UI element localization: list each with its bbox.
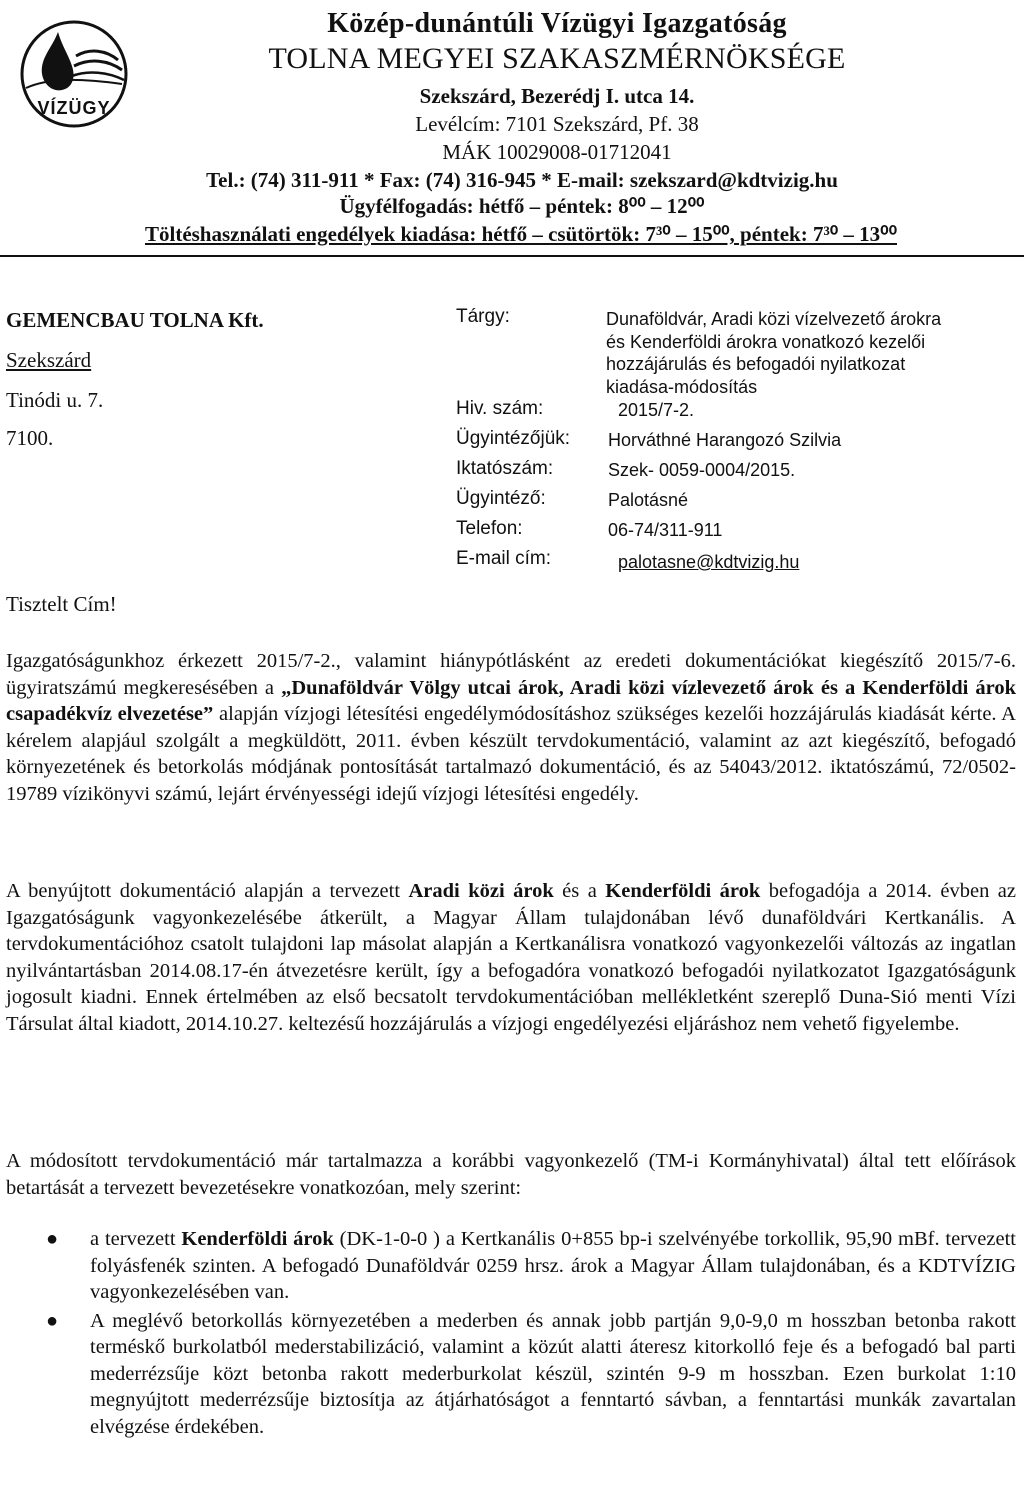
- clerk-label: Ügyintézőjük:: [456, 428, 571, 449]
- ditch-name: Aradi közi árok: [408, 880, 554, 902]
- list-item-text: a tervezett: [90, 1228, 182, 1250]
- list-item-text: A meglévő betorkollás környezetében a mederben és annak jobb partján 9,0-9,0 m hosszban betonba rakott terméskő burkolatból mederstabilizáció, valamint a közút alatti áteresz kitorkolló feje és a befogadó bal parti mederrézsűje közt betonba rakott mederburkolat készül, szintén 9-9 m hosszban. Ezen burkolat 1:10 megnyújtott mederrézsűje biztosítja az átjárhatóságot a fenntartó sávban, a fenntartási munkák zavartalan elvégzése érdekében.: [90, 1309, 1016, 1438]
- addressee-city: Szekszárd: [6, 348, 92, 372]
- email-link[interactable]: palotasne@kdtvizig.hu: [618, 552, 800, 572]
- subject-line: kiadása-módosítás: [606, 376, 758, 397]
- paragraph-text: A benyújtott dokumentáció alapján a tervezett: [6, 880, 409, 902]
- requirements-list: [6, 1226, 1016, 1442]
- ditch-name: Kenderföldi árok: [181, 1228, 334, 1250]
- paragraph-text: Igazgatóságunkhoz érkezett 2015/7-2., valamint hiánypótlásként az eredeti dokumentációkat kiegészítő 2015/7-6. ügyiratszámú megkeresésében a: [6, 650, 1016, 699]
- paragraph-receiver: [6, 878, 1016, 1037]
- filling-permit-hours: Töltéshasználati engedélyek kiadása: hétfő – csütörtök: 7³⁰ – 15⁰⁰, péntek: 7³⁰ – 13⁰⁰: [144, 222, 897, 246]
- paragraph-text: befogadója a 2014. évben az Igazgatóságunk vagyonkezelésébe átkerült, a Magyar Állam tulajdonában lévő dunaföldvári Kertkanális. A tervdokumentációhoz csatolt tulajdoni lap másolat alapján a Kertkanálisra vonatkozó vagyonkezelői változás az ingatlan nyilvántartásban 2014.08.17-én átvezetésre került, így a befogadóra vonatkozó befogadói nyilatkozatot Igazgatóságunk jogosult kiadni. Ennek értelmében az első becsatolt tervdokumentációban mellékletként szereplő Duna-Sió menti Vízi Társulat által kiadott, 2014.10.27. keltezésű hozzájárulás a vízjogi engedélyezési eljáráshoz nem vehető figyelembe.: [6, 880, 1016, 1035]
- organization-name: Közép-dunántúli Vízügyi Igazgatóság: [327, 8, 787, 39]
- mail-address: Levélcím: 7101 Szekszárd, Pf. 38: [415, 112, 699, 136]
- ref-label: Hiv. szám:: [456, 398, 544, 419]
- addressee-zip: 7100.: [6, 426, 54, 450]
- filing-number-value: Szek- 0059-0004/2015.: [608, 460, 796, 480]
- project-title: „Dunaföldvár Völgy utcai árok, Aradi közi vízlevezető árok és a Kenderföldi árok csapadékvíz elvezetése”: [6, 676, 1016, 725]
- ref-value: 2015/7-2.: [618, 400, 695, 420]
- phone-value: 06-74/311-911: [608, 520, 723, 540]
- paragraph-modified-doc: A módosított tervdokumentáció már tartalmazza a korábbi vagyonkezelő (TM-i Kormányhivatal) által tett előírások betartását a tervezett bevezetésekre vonatkozóan, mely szerint:: [6, 1150, 1016, 1199]
- subject-line: hozzájárulás és befogadói nyilatkozat: [606, 354, 906, 374]
- clerk-value: Horváthné Harangozó Szilvia: [608, 430, 842, 450]
- office-hours: Ügyfélfogadás: hétfő – péntek: 8⁰⁰ – 12⁰⁰: [339, 194, 705, 218]
- addressee-street: Tinódi u. 7.: [6, 388, 104, 412]
- filing-number-label: Iktatószám:: [456, 458, 554, 479]
- subject-text: [606, 308, 941, 398]
- mak-number: MÁK 10029008-01712041: [442, 140, 672, 164]
- list-item: [6, 1226, 1016, 1306]
- salutation: Tisztelt Cím!: [6, 592, 117, 616]
- logo-text: VÍZÜGY: [37, 98, 111, 118]
- list-item: [6, 1308, 1016, 1441]
- paragraph-request: [6, 648, 1016, 807]
- officer-label: Ügyintéző:: [456, 488, 546, 509]
- contact-line: Tel.: (74) 311-911 * Fax: (74) 316-945 * E-mail: szekszard@kdtvizig.hu: [206, 168, 838, 192]
- subject-line: és Kenderföldi árokra vonatkozó kezelői: [606, 331, 926, 352]
- office-address: Szekszárd, Bezerédj I. utca 14.: [419, 84, 695, 108]
- subject-label: Tárgy:: [456, 306, 510, 327]
- officer-value: Palotásné: [608, 490, 689, 510]
- addressee-name: GEMENCBAU TOLNA Kft.: [6, 308, 264, 332]
- email-label: E-mail cím:: [456, 548, 551, 569]
- paragraph-text: alapján vízjogi létesítési engedélymódosításhoz szükséges kezelői hozzájárulás kiadását kérte. A kérelem alapjául szolgált a megküldött, 2011. évben készült tervdokumentáció, valamint az azt kiegészítő, befogadó környezetének és betorkolás módjának pontosítását tartalmazó dokumentáció, és az 54043/2012. iktatószámú, 72/0502-19789 vízikönyvi számú, lejárt érvényességi idejű vízjogi létesítési engedély.: [6, 703, 1016, 805]
- subject-line: Dunaföldvár, Aradi közi vízelvezető árokra: [606, 309, 942, 329]
- paragraph-text: és a: [553, 880, 606, 902]
- header-divider: [0, 255, 1024, 257]
- list-item-text: (DK-1-0-0 ) a Kertkanális 0+855 bp-i szelvényébe torkollik, 95,90 mBf. tervezett folyásfenék szinten. A befogadó Dunaföldvár 0259 hrsz. árok a Magyar Állam tulajdonában, és a KDTVÍZIG vagyonkezelésében van.: [90, 1228, 1016, 1303]
- ditch-name: Kenderföldi árok: [605, 880, 761, 902]
- bullet-icon: ●: [46, 1228, 59, 1250]
- bullet-icon: ●: [46, 1309, 59, 1332]
- phone-label: Telefon:: [456, 518, 523, 539]
- unit-name: TOLNA MEGYEI SZAKASZMÉRNÖKSÉGE: [268, 42, 846, 75]
